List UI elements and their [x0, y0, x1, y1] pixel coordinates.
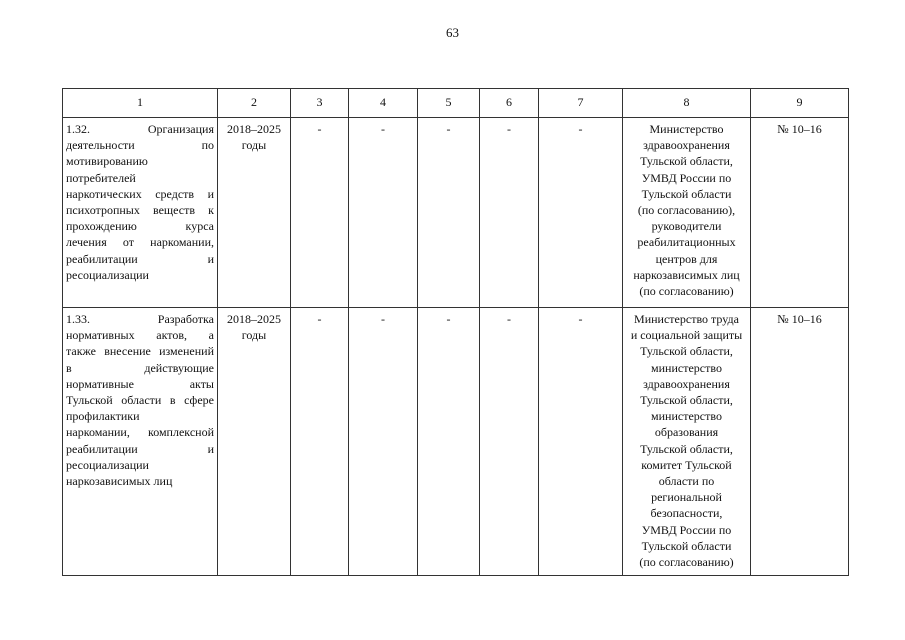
activity-cell	[63, 118, 218, 308]
executor-line: Тульской области,	[640, 393, 733, 408]
activity-line: ресоциализации	[66, 267, 149, 282]
executor-line: Тульской области	[641, 538, 732, 553]
executor-line: УМВД России по	[641, 170, 732, 185]
executor-line: здравоохранения	[643, 376, 730, 391]
activity-line: наркотических средств и	[66, 186, 214, 201]
period-unit: годы	[241, 138, 267, 153]
executor-text	[626, 121, 747, 299]
activity-text	[66, 311, 214, 489]
executor-line: образования	[654, 425, 719, 440]
col-7-cell: -	[539, 308, 623, 576]
activity-line: лечения от наркомании,	[66, 235, 214, 250]
col-3-cell: -	[291, 308, 349, 576]
col-6-cell: -	[480, 308, 539, 576]
activity-line: также внесение изменений	[66, 344, 214, 359]
activity-line: ресоциализации	[66, 457, 149, 472]
executor-line: (по согласованию),	[637, 203, 736, 218]
executor-line: региональной	[651, 490, 722, 505]
activity-cell	[63, 308, 218, 576]
executor-line: центров для	[655, 251, 718, 266]
activity-line: профилактики	[66, 409, 140, 424]
activity-line: реабилитации и	[66, 441, 214, 456]
executor-line: Тульской области	[641, 186, 732, 201]
activity-line: нормативных актов, а	[66, 328, 214, 343]
col-6-cell: -	[480, 118, 539, 308]
col-7-cell: -	[539, 118, 623, 308]
header-col-9: 9	[751, 89, 849, 118]
executor-line: Тульской области,	[640, 344, 733, 359]
col-5-cell: -	[418, 308, 480, 576]
indicator-cell: № 10–16	[751, 308, 849, 576]
activity-line: прохождению курса	[66, 219, 214, 234]
period-years: 2018–2025	[227, 122, 281, 136]
executor-line: министерство	[651, 360, 722, 375]
header-col-3: 3	[291, 89, 349, 118]
header-col-8: 8	[623, 89, 751, 118]
activity-line: мотивированию	[66, 154, 148, 169]
page-number: 63	[446, 25, 459, 40]
executor-line: безопасности,	[650, 506, 723, 521]
executor-line: УМВД России по	[641, 522, 732, 537]
executor-line: (по согласованию)	[639, 284, 734, 299]
table-body	[63, 118, 849, 576]
activity-line: Тульской области в сфере	[66, 393, 214, 408]
measures-table	[62, 88, 849, 576]
executor-line: Тульской области,	[640, 441, 733, 456]
col-4-cell: -	[349, 308, 418, 576]
executor-line: здравоохранения	[643, 138, 730, 153]
activity-text	[66, 121, 214, 283]
header-col-1: 1	[63, 89, 218, 118]
activity-line: 1.32. Организация	[66, 122, 214, 136]
executor-text	[626, 311, 747, 570]
executor-line: Министерство труда	[634, 312, 739, 326]
activity-line: нормативные акты	[66, 376, 214, 391]
executor-line: и социальной защиты	[630, 328, 743, 343]
header-col-6: 6	[480, 89, 539, 118]
executor-line: руководители	[651, 219, 722, 234]
activity-line: потребителей	[66, 170, 136, 185]
period-cell	[218, 118, 291, 308]
executor-line: области по	[658, 474, 715, 489]
col-5-cell: -	[418, 118, 480, 308]
executor-line: наркозависимых лиц	[633, 267, 740, 282]
activity-line: 1.33. Разработка	[66, 312, 214, 326]
header-col-2: 2	[218, 89, 291, 118]
col-3-cell: -	[291, 118, 349, 308]
activity-line: психотропных веществ к	[66, 203, 214, 218]
executor-cell	[623, 118, 751, 308]
period-years: 2018–2025	[227, 312, 281, 326]
activity-line: в действующие	[66, 360, 214, 375]
activity-line: наркомании, комплексной	[66, 425, 214, 440]
header-col-5: 5	[418, 89, 480, 118]
col-4-cell: -	[349, 118, 418, 308]
executor-line: министерство	[651, 409, 722, 424]
header-col-4: 4	[349, 89, 418, 118]
indicator-cell: № 10–16	[751, 118, 849, 308]
activity-line: реабилитации и	[66, 251, 214, 266]
activity-line: наркозависимых лиц	[66, 474, 173, 489]
table-row	[63, 118, 849, 308]
activity-line: деятельности по	[66, 138, 214, 153]
period-unit: годы	[241, 328, 267, 343]
executor-line: комитет Тульской	[641, 457, 732, 472]
header-col-7: 7	[539, 89, 623, 118]
executor-cell	[623, 308, 751, 576]
period-cell	[218, 308, 291, 576]
executor-line: (по согласованию)	[639, 555, 734, 570]
header-row	[63, 89, 849, 118]
table-row	[63, 308, 849, 576]
executor-line: реабилитационных	[637, 235, 736, 250]
executor-line: Министерство	[649, 122, 724, 136]
executor-line: Тульской области,	[640, 154, 733, 169]
